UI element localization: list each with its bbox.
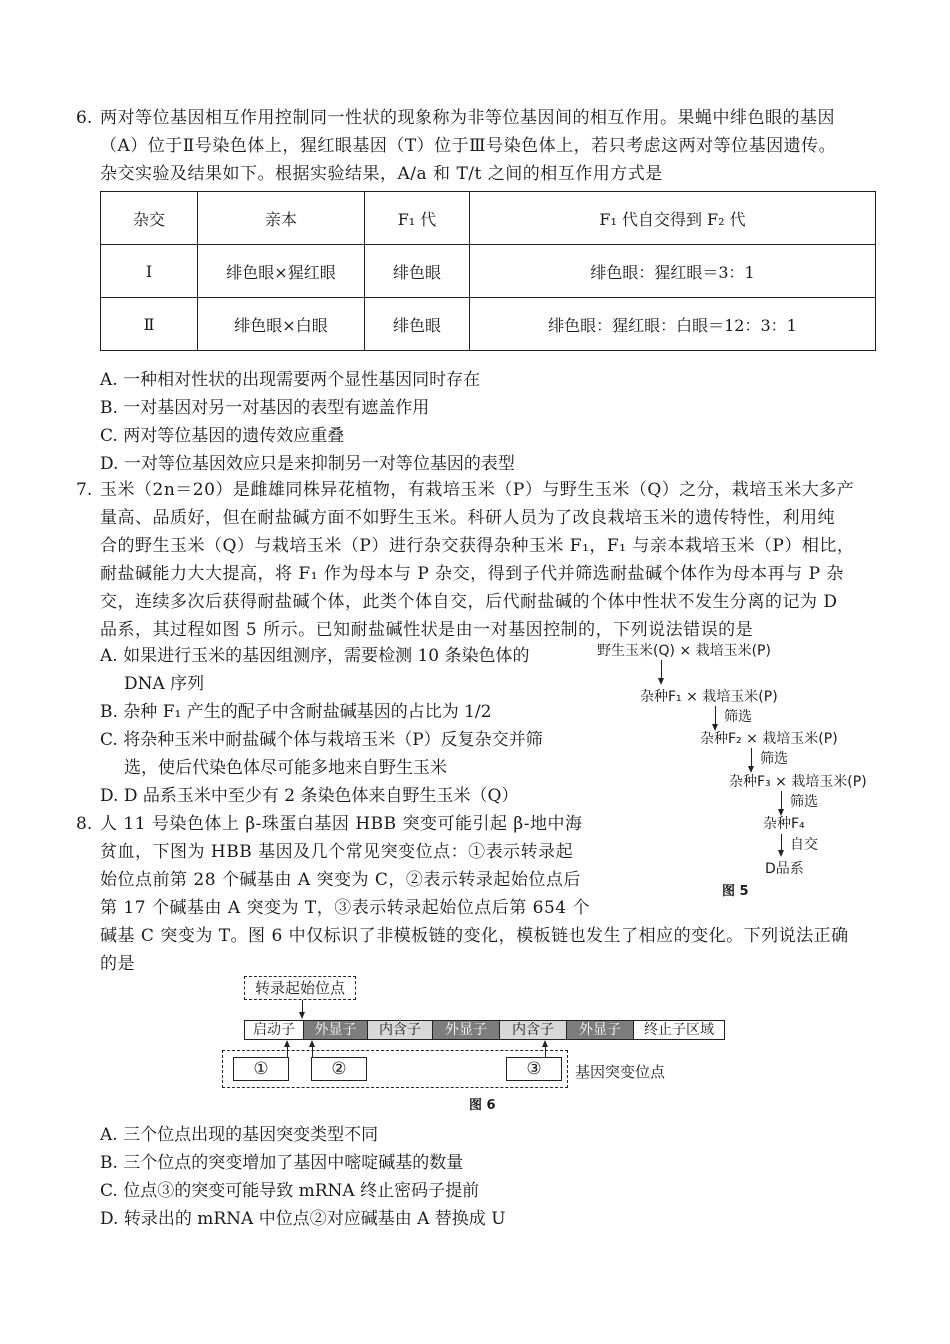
mutation-site-3: ③ — [506, 1057, 562, 1081]
table-cell: Ⅰ — [101, 245, 198, 298]
q7-line: 品系，其过程如图 5 所示。已知耐盐碱性状是由一对基因控制的，下列说法错误的是 — [100, 620, 754, 640]
fig5-f2-cross: 杂种F₂ × 栽培玉米(P) — [700, 731, 838, 747]
fig5-parents: 野生玉米(Q) × 栽培玉米(P) — [597, 643, 771, 659]
fig6-caption: 图 6 — [469, 1098, 496, 1113]
fig5-arrow — [781, 791, 782, 811]
q6-line: 杂交实验及结果如下。根据实验结果，A/a 和 T/t 之间的相互作用方式是 — [100, 164, 663, 184]
q6-line: 两对等位基因相互作用控制同一性状的现象称为非等位基因间的相互作用。果蝇中绯色眼的基因 — [100, 108, 835, 128]
q7-line: 耐盐碱能力大大提高，将 F₁ 作为母本与 P 杂交，得到子代并筛选耐盐碱个体作为母本再与 P 杂 — [100, 564, 844, 584]
table-cell: 绯色眼：猩红眼＝3：1 — [470, 245, 876, 298]
site-1-arrowhead — [284, 1040, 290, 1047]
fig5-step-selfing: 自交 — [790, 837, 818, 853]
question-6-number: 6. — [76, 108, 93, 128]
table-cell: 绯色眼 — [365, 245, 470, 298]
q8-line: 贫血，下图为 HBB 基因及几个常见突变位点：①表示转录起 — [100, 842, 574, 862]
table-row — [101, 298, 876, 351]
table-header: 杂交 — [101, 192, 198, 245]
gene-segment-intron: 内含子 — [499, 1020, 567, 1040]
gene-segment-terminator: 终止子区域 — [633, 1020, 725, 1040]
fig5-f4: 杂种F₄ — [763, 816, 805, 832]
q8-option-a[interactable]: A. 三个位点出现的基因突变类型不同 — [100, 1125, 379, 1145]
fig5-arrowhead — [778, 850, 784, 857]
fig5-f1-cross: 杂种F₁ × 栽培玉米(P) — [640, 689, 778, 705]
gene-segment-exon: 外显子 — [566, 1020, 634, 1040]
fig5-arrow — [751, 748, 752, 768]
q7-line: 量高、品质好，但在耐盐碱方面不如野生玉米。科研人员为了改良栽培玉米的遗传特性，利用纯 — [100, 508, 835, 528]
q8-option-b[interactable]: B. 三个位点的突变增加了基因中嘧啶碱基的数量 — [100, 1153, 464, 1173]
table-cell: 绯色眼 — [365, 298, 470, 351]
q7-line: 交，连续多次后获得耐盐碱个体，此类个体自交，后代耐盐碱的个体中性状不发生分离的记为 D — [100, 592, 838, 612]
q8-line: 始位点前第 28 个碱基由 A 突变为 C，②表示转录起始位点后 — [100, 870, 581, 890]
mutation-site-2: ② — [311, 1057, 367, 1081]
q6-option-b[interactable]: B. 一对基因对另一对基因的表型有遮盖作用 — [100, 398, 430, 418]
q7-line: 合的野生玉米（Q）与栽培玉米（P）进行杂交获得杂种玉米 F₁，F₁ 与亲本栽培玉米（P）相比， — [100, 536, 855, 556]
q6-option-c[interactable]: C. 两对等位基因的遗传效应重叠 — [100, 426, 345, 446]
tss-label: 转录起始位点 — [244, 976, 356, 1000]
q8-line: 的是 — [100, 954, 135, 974]
q8-line: 人 11 号染色体上 β-珠蛋白基因 HBB 突变可能引起 β-地中海 — [100, 814, 583, 834]
q6-option-d[interactable]: D. 一对等位基因效应只是来抑制另一对等位基因的表型 — [100, 454, 515, 474]
fig5-f3-cross: 杂种F₃ × 栽培玉米(P) — [729, 774, 867, 790]
gene-segment-intron: 内含子 — [367, 1020, 433, 1040]
fig5-arrowhead — [658, 678, 664, 685]
gene-segment-exon: 外显子 — [303, 1020, 368, 1040]
q7-option-c[interactable]: C. 将杂种玉米中耐盐碱个体与栽培玉米（P）反复杂交并筛 — [100, 730, 543, 750]
q7-option-c-cont: 选，使后代染色体尽可能多地来自野生玉米 — [124, 758, 447, 778]
table-cell: 绯色眼：猩红眼：白眼＝12：3：1 — [470, 298, 876, 351]
question-7-number: 7. — [76, 480, 93, 500]
table-header: F₁ 代自交得到 F₂ 代 — [470, 192, 876, 245]
q8-line: 碱基 C 突变为 T。图 6 中仅标识了非模板链的变化，模板链也发生了相应的变化。下列说法正确 — [100, 926, 849, 946]
q6-line: （A）位于Ⅱ号染色体上，猩红眼基因（T）位于Ⅲ号染色体上，若只考虑这两对等位基因遗传。 — [100, 136, 837, 156]
site-2-arrowhead — [309, 1040, 315, 1047]
fig5-arrow — [715, 706, 716, 726]
table-row — [101, 245, 876, 298]
question-7-stem — [100, 476, 880, 644]
q7-option-a-cont: DNA 序列 — [124, 674, 205, 694]
q7-line: 玉米（2n＝20）是雌雄同株异花植物，有栽培玉米（P）与野生玉米（Q）之分，栽培玉米大多产 — [100, 480, 855, 500]
table-header-row — [101, 192, 876, 245]
table-header: F₁ 代 — [365, 192, 470, 245]
q6-option-a[interactable]: A. 一种相对性状的出现需要两个显性基因同时存在 — [100, 370, 481, 390]
fig5-caption: 图 5 — [722, 884, 749, 899]
gene-segment-exon: 外显子 — [432, 1020, 500, 1040]
question-6-stem — [100, 104, 880, 188]
gene-segment-promoter: 启动子 — [244, 1020, 304, 1040]
table-header: 亲本 — [198, 192, 365, 245]
fig5-d-line: D品系 — [765, 861, 804, 877]
q8-line: 第 17 个碱基由 A 突变为 T，③表示转录起始位点后第 654 个 — [100, 898, 591, 918]
mutation-sites-label: 基因突变位点 — [575, 1063, 666, 1081]
q8-option-d[interactable]: D. 转录出的 mRNA 中位点②对应碱基由 A 替换成 U — [100, 1209, 506, 1229]
tss-arrowhead — [299, 1012, 305, 1019]
q7-option-d[interactable]: D. D 品系玉米中至少有 2 条染色体来自野生玉米（Q） — [100, 786, 519, 806]
fig5-step-select: 筛选 — [790, 794, 818, 810]
table-cell: Ⅱ — [101, 298, 198, 351]
fig5-step-select: 筛选 — [724, 709, 752, 725]
q7-option-a[interactable]: A. 如果进行玉米的基因组测序，需要检测 10 条染色体的 — [100, 646, 530, 666]
question-8-number: 8. — [76, 814, 93, 834]
site-3-arrowhead — [542, 1040, 548, 1047]
cross-results-table — [100, 191, 876, 351]
q8-option-c[interactable]: C. 位点③的突变可能导致 mRNA 终止密码子提前 — [100, 1181, 480, 1201]
table-cell: 绯色眼×猩红眼 — [198, 245, 365, 298]
mutation-site-1: ① — [233, 1057, 289, 1081]
table-cell: 绯色眼×白眼 — [198, 298, 365, 351]
fig5-step-select: 筛选 — [760, 751, 788, 767]
fig5-arrow — [661, 660, 662, 680]
q7-option-b[interactable]: B. 杂种 F₁ 产生的配子中含耐盐碱基因的占比为 1/2 — [100, 702, 492, 722]
